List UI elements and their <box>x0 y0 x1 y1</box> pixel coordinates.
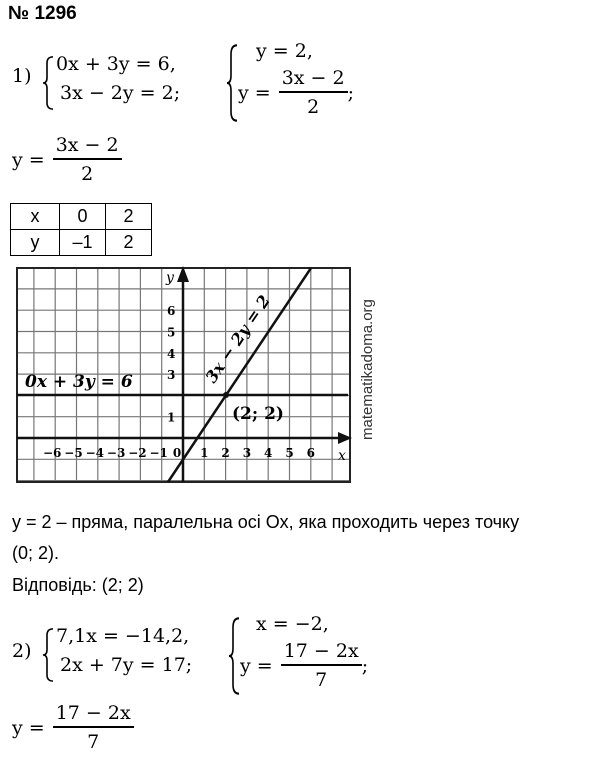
denominator: 2 <box>81 163 94 185</box>
system-brace <box>42 628 54 682</box>
numerator: 17 − 2x <box>281 640 362 666</box>
lhs: y = <box>240 654 273 677</box>
part2-label: 2) <box>12 640 32 662</box>
x-tick-label: 0 <box>172 446 182 460</box>
point-label: (2; 2) <box>232 404 284 424</box>
y-tick-label: 5 <box>167 325 176 340</box>
explanation-text-cont: (0; 2). <box>12 543 60 563</box>
x-tick-label: 2 <box>221 446 230 460</box>
numerator: 3x − 2 <box>279 67 348 93</box>
x-tick-label: −4 <box>85 446 105 460</box>
table-cell: 2 <box>106 204 152 230</box>
part1-label: 1) <box>12 65 32 87</box>
x-tick-label: −5 <box>64 446 83 460</box>
y-tick-label: 4 <box>167 346 176 361</box>
denominator: 7 <box>87 731 100 753</box>
part2-eq1: 7,1x = −14,2, <box>56 625 190 647</box>
x-tick-label: −3 <box>106 446 126 460</box>
x-tick-label: −6 <box>42 446 62 460</box>
line2-label: 3x − 2y = 2 <box>201 291 274 387</box>
table-cell: 0 <box>60 204 106 230</box>
x-tick-label: 3 <box>242 446 252 460</box>
lhs: y = <box>238 81 271 104</box>
table-cell: –1 <box>60 230 106 256</box>
answer-text: Відповідь: (2; 2) <box>12 575 144 595</box>
semicolon: ; <box>361 654 369 677</box>
part2-formula <box>12 702 134 753</box>
y-tick-label: 6 <box>167 304 176 319</box>
part1-eq1: 0x + 3y = 6, <box>56 53 176 75</box>
x-tick-label: −1 <box>149 446 168 460</box>
x-tick-label: 1 <box>200 446 209 460</box>
exercise-title: № 1296 <box>8 3 77 24</box>
part2-sys2-eq2 <box>240 640 368 691</box>
x-tick-label: 4 <box>264 446 273 460</box>
part2-sys2-eq1: x = −2, <box>256 613 329 635</box>
part2-eq2: 2x + 7y = 17; <box>60 654 193 676</box>
fraction <box>53 702 134 753</box>
y-tick-label: 1 <box>167 410 176 425</box>
semicolon: ; <box>347 81 355 104</box>
lhs: y = <box>12 148 45 171</box>
watermark: matematikadoma.org <box>359 299 376 440</box>
x-axis-label: x <box>338 448 346 464</box>
part1-eq2: 3x − 2y = 2; <box>60 82 181 104</box>
numerator: 3x − 2 <box>53 134 122 160</box>
x-tick-label: 6 <box>306 446 315 460</box>
fraction <box>281 640 362 691</box>
intersection-point <box>223 392 229 398</box>
explanation-text: y = 2 – пряма, паралельна осі Ох, яка проходить через точку <box>12 512 520 532</box>
x-tick-label: 5 <box>285 446 294 460</box>
denominator: 2 <box>307 96 320 118</box>
y-axis-label: y <box>166 270 174 286</box>
y-tick-label: 3 <box>167 368 176 383</box>
system-brace <box>228 617 240 695</box>
part1-sys2-eq1: y = 2, <box>256 40 313 62</box>
table-cell: y <box>11 230 60 256</box>
lhs: y = <box>12 716 45 739</box>
line1-label: 0x + 3y = 6 <box>25 372 133 392</box>
denominator: 7 <box>315 669 328 691</box>
table-cell: 2 <box>106 230 152 256</box>
numerator: 17 − 2x <box>53 702 134 728</box>
table-cell: x <box>11 204 60 230</box>
x-tick-label: −2 <box>128 446 147 460</box>
